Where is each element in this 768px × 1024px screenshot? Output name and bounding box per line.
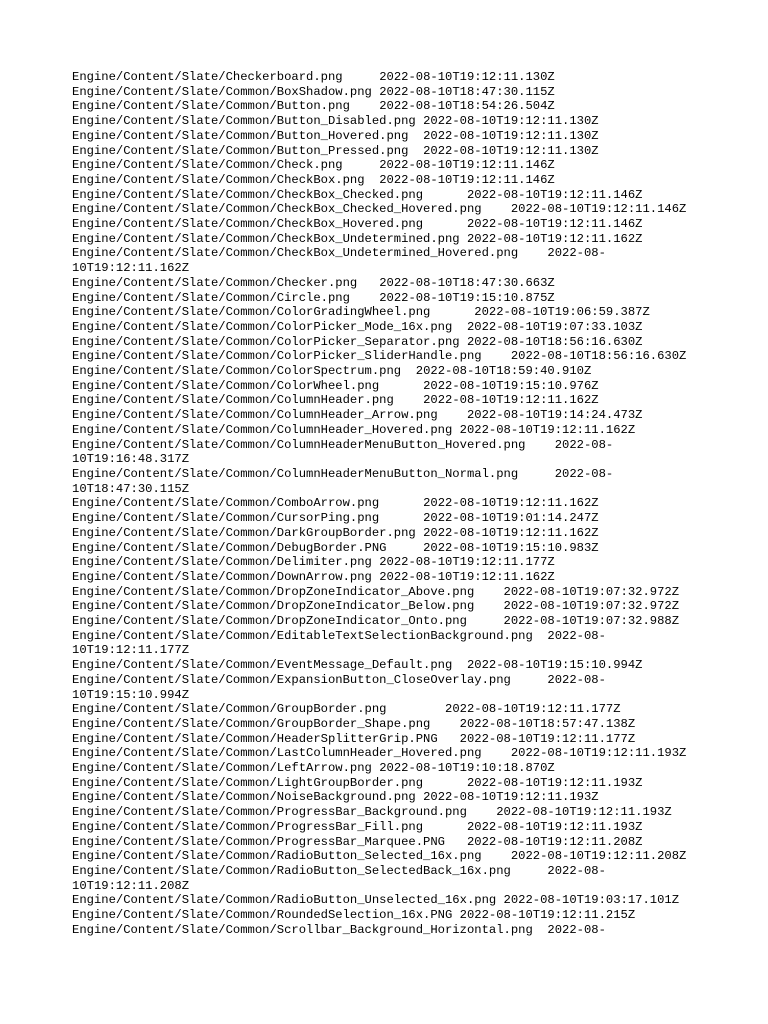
file-path: Engine/Content/Slate/Common/Button_Disabled.png <box>72 114 416 129</box>
timestamp: 2022-08-10T19:12:11.130Z <box>423 128 599 143</box>
separator <box>482 746 511 760</box>
file-path: Engine/Content/Slate/Common/RoundedSelection_16x.PNG <box>72 908 453 923</box>
separator <box>511 673 548 687</box>
timestamp: 2022-08-10T19:12:11.146Z <box>466 217 643 232</box>
timestamp: 2022-08-10T18:47:30.663Z <box>379 275 555 290</box>
timestamp: 2022-08-10T19:12:11.193Z <box>496 805 672 820</box>
separator <box>423 188 467 202</box>
timestamp: 2022-08-10T19:12:11.130Z <box>379 70 555 84</box>
file-entry <box>72 276 712 291</box>
file-entry <box>72 467 712 496</box>
file-entry <box>72 232 712 247</box>
separator <box>350 99 379 113</box>
file-entry <box>72 761 712 776</box>
separator <box>438 732 460 746</box>
file-path: Engine/Content/Slate/Common/ColumnHeader_Arrow.png <box>72 408 438 423</box>
separator <box>452 320 467 334</box>
timestamp: 2022-08-10T19:12:11.162Z <box>72 246 606 276</box>
file-path: Engine/Content/Slate/Common/ColumnHeader_Hovered.png <box>72 422 453 437</box>
file-path: Engine/Content/Slate/Common/Circle.png <box>72 290 350 305</box>
file-entry <box>72 305 712 320</box>
file-path: Engine/Content/Slate/Common/HeaderSplitterGrip.PNG <box>72 731 438 746</box>
file-entry <box>72 85 712 100</box>
file-entry <box>72 246 712 275</box>
separator <box>525 438 554 452</box>
separator <box>394 393 423 407</box>
separator <box>496 893 503 907</box>
separator <box>357 276 379 290</box>
file-entry <box>72 790 712 805</box>
file-path: Engine/Content/Slate/Common/ProgressBar_Background.png <box>72 805 467 820</box>
timestamp: 2022-08-10T19:15:10.994Z <box>72 672 606 702</box>
timestamp: 2022-08-10T19:12:11.177Z <box>445 702 621 717</box>
separator <box>511 864 548 878</box>
separator <box>379 379 423 393</box>
file-path: Engine/Content/Slate/Common/CheckBox_Undetermined_Hovered.png <box>72 246 519 261</box>
timestamp: 2022-08-10T18:54:26.504Z <box>379 99 555 114</box>
file-path: Engine/Content/Slate/Common/DebugBorder.PNG <box>72 540 387 555</box>
separator <box>460 232 467 246</box>
separator <box>467 805 496 819</box>
separator <box>452 908 459 922</box>
separator <box>430 305 474 319</box>
file-path: Engine/Content/Slate/Common/CheckBox_Checked_Hovered.png <box>72 202 482 217</box>
file-entry <box>72 717 712 732</box>
separator <box>408 144 423 158</box>
separator <box>445 835 467 849</box>
timestamp: 2022-08-10T19:12:11.130Z <box>423 143 599 158</box>
separator <box>408 129 423 143</box>
file-path: Engine/Content/Slate/Common/GroupBorder_Shape.png <box>72 716 431 731</box>
timestamp: 2022-08-10T19:12:11.177Z <box>459 731 636 746</box>
separator <box>416 526 423 540</box>
file-path: Engine/Content/Slate/Common/ColorPicker_SliderHandle.png <box>72 349 482 364</box>
separator <box>343 158 380 172</box>
timestamp: 2022-08-10T19:12:11.208Z <box>510 849 687 864</box>
file-entry <box>72 776 712 791</box>
file-path: Engine/Content/Slate/Common/ExpansionButton_CloseOverlay.png <box>72 672 511 687</box>
separator <box>379 496 423 510</box>
timestamp: 2022-08-10T18:57:47.138Z <box>459 716 636 731</box>
timestamp: 2022-08-10T19:12:11.130Z <box>423 114 599 129</box>
file-entry <box>72 70 712 85</box>
timestamp: 2022-08-10T19:16:48.317Z <box>72 437 614 467</box>
file-path: Engine/Content/Slate/Common/CheckBox_Checked.png <box>72 187 424 202</box>
timestamp: 2022-08-10T19:12:11.162Z <box>423 525 599 540</box>
timestamp: 2022-08-10T19:12:11.215Z <box>459 908 636 923</box>
file-entry <box>72 820 712 835</box>
separator <box>387 702 446 716</box>
file-path: Engine/Content/Slate/Common/NoiseBackground.png <box>72 790 416 805</box>
timestamp: 2022-08-10T19:12:11.177Z <box>379 555 555 570</box>
timestamp: 2022-08-10T19:07:33.103Z <box>466 319 643 334</box>
separator <box>474 599 503 613</box>
file-entry <box>72 202 712 217</box>
file-path: Engine/Content/Slate/Common/DropZoneIndicator_Above.png <box>72 584 475 599</box>
file-entry <box>72 629 712 658</box>
file-path: Engine/Content/Slate/Common/DarkGroupBorder.png <box>72 525 416 540</box>
separator <box>365 173 380 187</box>
file-path: Engine/Content/Slate/Common/ProgressBar_Fill.png <box>72 819 424 834</box>
file-entry <box>72 408 712 423</box>
timestamp: 2022-08-10T19:07:32.972Z <box>503 599 680 614</box>
file-entry <box>72 805 712 820</box>
file-path: Engine/Content/Slate/Common/CheckBox_Undetermined.png <box>72 231 460 246</box>
separator <box>401 364 416 378</box>
separator <box>460 335 467 349</box>
timestamp: 2022-08-10T19:07:32.972Z <box>503 584 680 599</box>
timestamp: 2022-08-10T19:12:11.208Z <box>466 834 643 849</box>
timestamp: 2022-08-10T19:03:17.101Z <box>503 893 680 908</box>
file-path: Engine/Content/Slate/Checkerboard.png <box>72 70 343 84</box>
separator <box>430 717 459 731</box>
timestamp: 2022-08-10T19:12:11.177Z <box>72 628 606 658</box>
timestamp: 2022-08-10T18:56:16.630Z <box>510 349 687 364</box>
separator <box>533 923 548 937</box>
file-entry <box>72 217 712 232</box>
separator <box>423 776 467 790</box>
timestamp: 2022-08-10T19:12:11.146Z <box>379 158 555 173</box>
file-entry <box>72 864 712 893</box>
file-path: Engine/Content/Slate/Common/ColorSpectrum.png <box>72 364 402 379</box>
timestamp: 2022-08-10T19:12:11.162Z <box>459 422 636 437</box>
timestamp: 2022-08-10T19:12:11.193Z <box>466 819 643 834</box>
timestamp: 2022-08-10T19:06:59.387Z <box>474 305 650 320</box>
separator <box>467 614 504 628</box>
file-path: Engine/Content/Slate/Common/Checker.png <box>72 275 358 290</box>
file-path: Engine/Content/Slate/Common/Check.png <box>72 158 343 173</box>
timestamp: 2022-08-10T18:47:30.115Z <box>379 84 555 99</box>
file-path: Engine/Content/Slate/Common/Delimiter.png <box>72 555 372 570</box>
file-path: Engine/Content/Slate/Common/DropZoneIndicator_Below.png <box>72 599 475 614</box>
separator <box>387 541 424 555</box>
timestamp: 2022-08-10T19:12:11.162Z <box>379 569 555 584</box>
file-entry <box>72 908 712 923</box>
file-path: Engine/Content/Slate/Common/DownArrow.png <box>72 569 372 584</box>
timestamp: 2022-08-10T19:12:11.208Z <box>72 863 606 893</box>
file-path: Engine/Content/Slate/Common/LightGroupBorder.png <box>72 775 424 790</box>
timestamp: 2022-08-10T19:14:24.473Z <box>466 408 643 423</box>
timestamp: 2022-08-10T18:59:40.910Z <box>415 364 592 379</box>
file-entry <box>72 393 712 408</box>
timestamp: 2022-08-10T18:47:30.115Z <box>72 466 614 496</box>
file-entry <box>72 99 712 114</box>
file-path: Engine/Content/Slate/Common/ColumnHeader.png <box>72 393 394 408</box>
file-entry <box>72 570 712 585</box>
timestamp: 2022-08-10T19:01:14.247Z <box>423 511 599 526</box>
file-path: Engine/Content/Slate/Common/RadioButton_SelectedBack_16x.png <box>72 863 511 878</box>
file-entry <box>72 349 712 364</box>
file-entry <box>72 423 712 438</box>
file-path: Engine/Content/Slate/Common/ComboArrow.png <box>72 496 380 511</box>
file-entry <box>72 746 712 761</box>
timestamp: 2022-08-10T19:12:11.146Z <box>510 202 687 217</box>
file-path: Engine/Content/Slate/Common/ColumnHeaderMenuButton_Hovered.png <box>72 437 526 452</box>
separator <box>416 114 423 128</box>
timestamp: 2022-08-10T19:15:10.875Z <box>379 290 555 305</box>
file-path: Engine/Content/Slate/Common/DropZoneIndicator_Onto.png <box>72 614 467 629</box>
file-path: Engine/Content/Slate/Common/LeftArrow.png <box>72 761 372 776</box>
file-entry <box>72 511 712 526</box>
file-entry <box>72 291 712 306</box>
file-entry <box>72 614 712 629</box>
timestamp: 2022-08-10T19:15:10.976Z <box>423 378 599 393</box>
file-entry <box>72 732 712 747</box>
file-entry <box>72 893 712 908</box>
file-entry <box>72 364 712 379</box>
file-entry <box>72 335 712 350</box>
file-entry <box>72 379 712 394</box>
separator <box>423 820 467 834</box>
timestamp: 2022-08-10T19:12:11.193Z <box>466 775 643 790</box>
timestamp: 2022-08-10T19:12:11.193Z <box>510 746 687 761</box>
file-path: Engine/Content/Slate/Common/ColorPicker_Mode_16x.png <box>72 319 453 334</box>
file-entry <box>72 585 712 600</box>
separator <box>452 658 467 672</box>
timestamp: 2022-08-10T19:07:32.988Z <box>503 614 680 629</box>
file-path: Engine/Content/Slate/Common/Button_Hovered.png <box>72 128 409 143</box>
file-entry <box>72 835 712 850</box>
file-path: Engine/Content/Slate/Common/Button_Pressed.png <box>72 143 409 158</box>
separator <box>423 217 467 231</box>
file-listing <box>72 70 712 937</box>
file-path: Engine/Content/Slate/Common/ColorGradingWheel.png <box>72 305 431 320</box>
file-entry <box>72 849 712 864</box>
file-entry <box>72 438 712 467</box>
file-entry <box>72 188 712 203</box>
timestamp: 2022-08-10T19:12:11.193Z <box>423 790 599 805</box>
file-path: Engine/Content/Slate/Common/ColumnHeaderMenuButton_Normal.png <box>72 466 519 481</box>
file-entry <box>72 158 712 173</box>
separator <box>379 511 423 525</box>
separator <box>416 790 423 804</box>
separator <box>482 849 511 863</box>
separator <box>482 349 511 363</box>
file-entry <box>72 144 712 159</box>
separator <box>438 408 467 422</box>
timestamp: 2022-08-10T19:15:10.994Z <box>466 658 643 673</box>
file-entry <box>72 702 712 717</box>
file-path: Engine/Content/Slate/Common/Scrollbar_Background_Horizontal.png <box>72 922 533 937</box>
file-path: Engine/Content/Slate/Common/Button.png <box>72 99 350 114</box>
file-path: Engine/Content/Slate/Common/EventMessage_Default.png <box>72 658 453 673</box>
file-entry <box>72 320 712 335</box>
timestamp: 2022-08-10T19:12:11.146Z <box>466 187 643 202</box>
timestamp: 2022-08-10T18:56:16.630Z <box>466 334 643 349</box>
file-path: Engine/Content/Slate/Common/RadioButton_Unselected_16x.png <box>72 893 497 908</box>
file-entry <box>72 923 712 938</box>
file-entry <box>72 541 712 556</box>
file-entry <box>72 599 712 614</box>
separator <box>343 70 380 84</box>
file-entry <box>72 658 712 673</box>
file-path: Engine/Content/Slate/Common/ColorWheel.png <box>72 378 380 393</box>
separator <box>474 585 503 599</box>
separator <box>518 467 555 481</box>
file-entry <box>72 673 712 702</box>
timestamp: 2022-08-10T19:15:10.983Z <box>423 540 599 555</box>
separator <box>482 202 511 216</box>
file-entry <box>72 496 712 511</box>
timestamp: 2022-08-10T19:12:11.162Z <box>423 496 599 511</box>
file-path: Engine/Content/Slate/Common/EditableTextSelectionBackground.png <box>72 628 533 643</box>
timestamp: 2022-08-10T19:12:11.162Z <box>466 231 643 246</box>
timestamp: 2022-08-10T19:10:18.870Z <box>379 761 555 776</box>
file-entry <box>72 173 712 188</box>
separator <box>452 423 459 437</box>
file-path: Engine/Content/Slate/Common/BoxShadow.png <box>72 84 372 99</box>
file-path: Engine/Content/Slate/Common/RadioButton_Selected_16x.png <box>72 849 482 864</box>
separator <box>518 246 547 260</box>
file-entry <box>72 114 712 129</box>
file-path: Engine/Content/Slate/Common/CheckBox_Hovered.png <box>72 217 424 232</box>
separator <box>350 291 379 305</box>
file-path: Engine/Content/Slate/Common/ProgressBar_Marquee.PNG <box>72 834 445 849</box>
file-path: Engine/Content/Slate/Common/CheckBox.png <box>72 172 365 187</box>
file-entry <box>72 129 712 144</box>
file-entry <box>72 555 712 570</box>
file-path: Engine/Content/Slate/Common/ColorPicker_Separator.png <box>72 334 460 349</box>
timestamp: 2022-08-10T19:12:11.162Z <box>423 393 599 408</box>
timestamp: 2022-08-10T19:12:11.146Z <box>379 172 555 187</box>
file-path: Engine/Content/Slate/Common/GroupBorder.png <box>72 702 387 717</box>
file-path: Engine/Content/Slate/Common/CursorPing.png <box>72 511 380 526</box>
separator <box>533 629 548 643</box>
file-entry <box>72 526 712 541</box>
timestamp: 2022-08- <box>547 922 606 937</box>
file-path: Engine/Content/Slate/Common/LastColumnHeader_Hovered.png <box>72 746 482 761</box>
